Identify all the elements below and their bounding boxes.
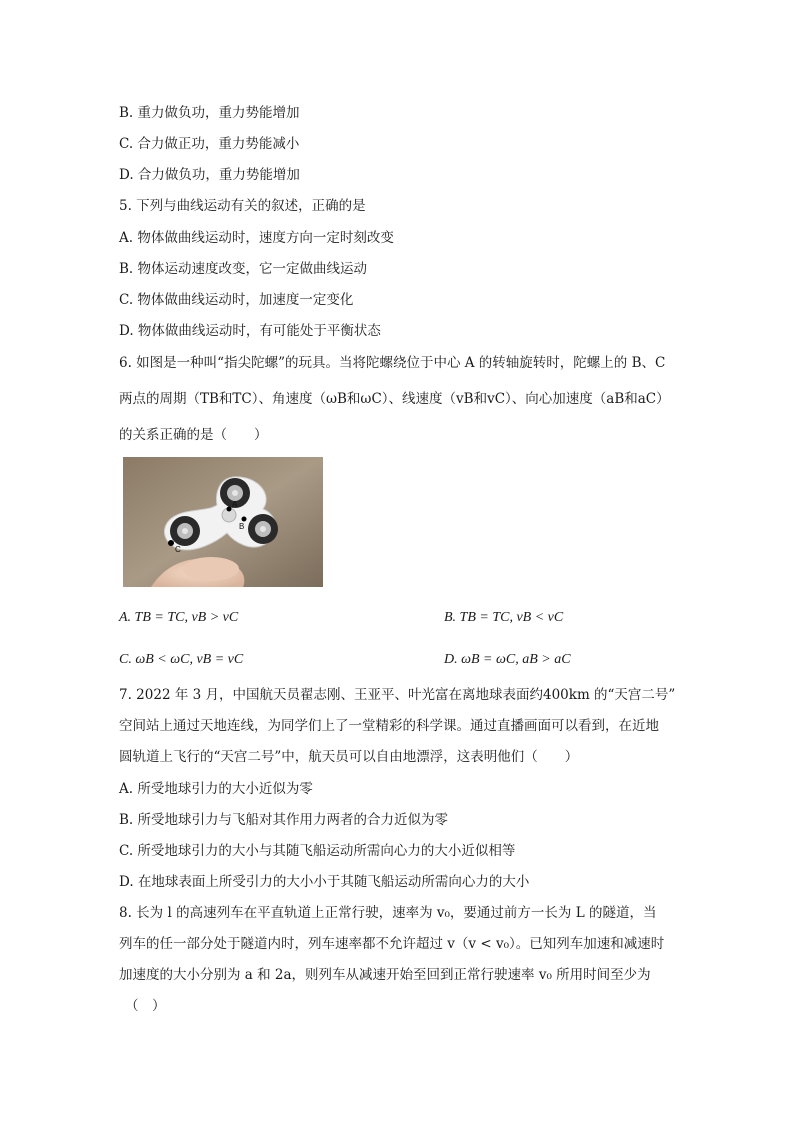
q5-stem: 5. 下列与曲线运动有关的叙述，正确的是 — [119, 198, 366, 214]
q4-option-b: B. 重力做负功，重力势能增加 — [119, 105, 300, 121]
q7-option-c: C. 所受地球引力的大小与其随飞船运动所需向心力的大小近似相等 — [119, 843, 516, 859]
q7-option-b: B. 所受地球引力与飞船对其作用力两者的合力近似为零 — [119, 812, 449, 828]
q7-stem-line2: 空间站上通过天地连线，为同学们上了一堂精彩的科学课。通过直播画面可以看到，在近地 — [119, 718, 659, 734]
q6-stem-line1: 6. 如图是一种叫“指尖陀螺”的玩具。当将陀螺绕位于中心 A 的转轴旋转时，陀螺上的 B、C — [119, 355, 666, 371]
q7-stem-line1: 7. 2022 年 3 月，中国航天员翟志刚、王亚平、叶光富在离地球表面约400km 的“天宫二号” — [119, 687, 676, 703]
q8-stem-line3: 加速度的大小分别为 a 和 2a，则列车从减速开始至回到正常行驶速率 v₀ 所用时间至少为 — [119, 967, 651, 983]
q7-option-a: A. 所受地球引力的大小近似为零 — [119, 781, 313, 797]
q7-stem-line3: 圆轨道上飞行的“天宫二号”中，航天员可以自由地漂浮，这表明他们（ ） — [119, 749, 579, 765]
q5-option-b: B. 物体运动速度改变，它一定做曲线运动 — [119, 261, 368, 277]
q4-option-d: D. 合力做负功，重力势能增加 — [119, 167, 300, 183]
label-b: B — [239, 522, 245, 531]
q7-option-d: D. 在地球表面上所受引力的大小小于其随飞船运动所需向心力的大小 — [119, 874, 530, 890]
q4-option-c: C. 合力做正功，重力势能减小 — [119, 136, 300, 152]
q6-stem-line2: 两点的周期（TB和TC）、角速度（ωB和ωC）、线速度（vB和vC）、向心加速度（aB和aC） — [119, 391, 670, 407]
q5-option-c: C. 物体做曲线运动时，加速度一定变化 — [119, 292, 354, 308]
label-c: C — [175, 545, 181, 554]
q6-stem-line3: 的关系正确的是（ ） — [119, 427, 268, 443]
q5-option-a: A. 物体做曲线运动时，速度方向一定时刻改变 — [119, 230, 394, 246]
q8-stem-line1: 8. 长为 l 的高速列车在平直轨道上正常行驶，速率为 v₀，要通过前方一长为 L 的隧道，当 — [119, 905, 657, 921]
q6-option-b: B. TB = TC, vB < vC — [444, 610, 564, 625]
q8-stem-line4: （ ） — [125, 998, 166, 1014]
q8-stem-line2: 列车的任一部分处于隧道内时，列车速率都不允许超过 v（v < v₀）。已知列车加速和减速时 — [119, 936, 665, 952]
q5-option-d: D. 物体做曲线运动时，有可能处于平衡状态 — [119, 323, 381, 339]
fidget-spinner-photo — [123, 457, 323, 587]
q6-option-c: C. ωB < ωC, vB = vC — [119, 652, 244, 667]
q6-option-a: A. TB = TC, vB > vC — [119, 610, 239, 625]
q6-option-d: D. ωB = ωC, aB > aC — [444, 652, 571, 667]
label-a: A — [232, 500, 238, 509]
